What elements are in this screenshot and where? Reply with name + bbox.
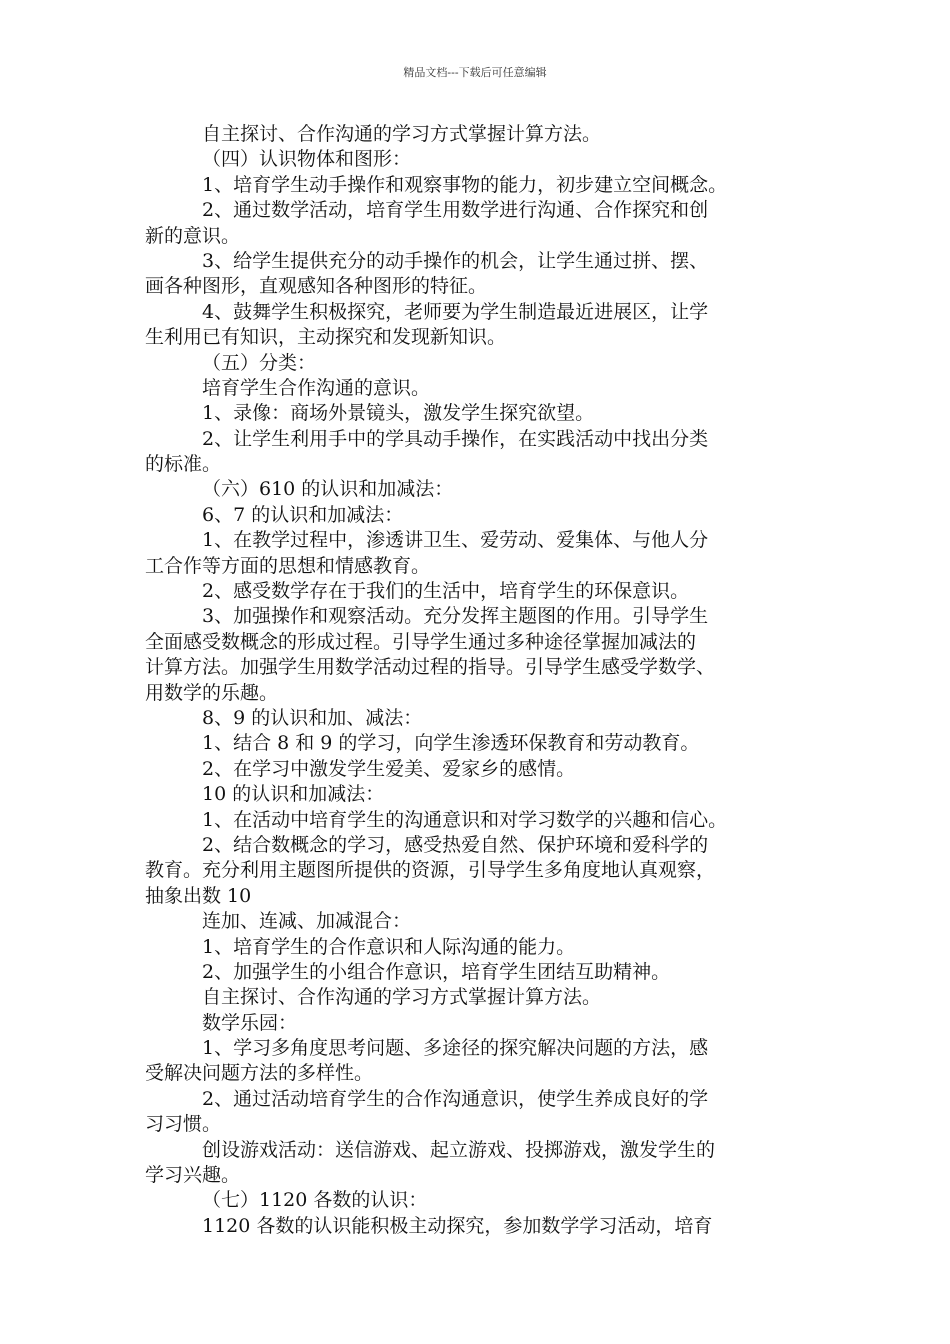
text-line: 3、加强操作和观察活动。充分发挥主题图的作用。引导学生	[202, 605, 709, 628]
section-heading: （五）分类：	[202, 351, 317, 374]
text-line: 1、在活动中培育学生的沟通意识和对学习数学的兴趣和信心。	[202, 808, 728, 831]
document-body	[145, 122, 810, 1239]
text-line: 2、结合数概念的学习，感受热爱自然、保护环境和爱科学的	[202, 833, 709, 856]
text-line: 2、在学习中激发学生爱美、爱家乡的感情。	[202, 757, 576, 780]
text-line: 受解决问题方法的多样性。	[145, 1062, 374, 1085]
text-line: 自主探讨、合作沟通的学习方式掌握计算方法。	[202, 986, 602, 1009]
subsection-heading: 10 的认识和加减法：	[202, 783, 385, 806]
text-line: 2、加强学生的小组合作意识，培育学生团结互助精神。	[202, 960, 671, 983]
text-line: 2、通过数学活动，培育学生用数学进行沟通、合作探究和创	[202, 199, 709, 222]
text-line: 抽象出数 10	[145, 884, 252, 907]
text-line: 2、感受数学存在于我们的生活中，培育学生的环保意识。	[202, 580, 690, 603]
text-line: 1、录像：商场外景镜头，激发学生探究欲望。	[202, 402, 595, 425]
text-line: 1、培育学生动手操作和观察事物的能力，初步建立空间概念。	[202, 173, 728, 196]
text-line: 工合作等方面的思想和情感教育。	[145, 554, 431, 577]
text-line: 学习兴趣。	[145, 1164, 241, 1187]
text-line: 创设游戏活动：送信游戏、起立游戏、投掷游戏，激发学生的	[202, 1138, 716, 1161]
text-line: 2、通过活动培育学生的合作沟通意识，使学生养成良好的学	[202, 1087, 709, 1110]
text-line: 1、培育学生的合作意识和人际沟通的能力。	[202, 935, 576, 958]
text-line: 3、给学生提供充分的动手操作的机会，让学生通过拼、摆、	[202, 249, 709, 272]
page-header-watermark: 精品文档---下载后可任意编辑	[403, 66, 547, 79]
text-line: 计算方法。加强学生用数学活动过程的指导。引导学生感受学数学、	[145, 656, 716, 679]
text-line: 自主探讨、合作沟通的学习方式掌握计算方法。	[202, 123, 602, 145]
text-line: 全面感受数概念的形成过程。引导学生通过多种途径掌握加减法的	[145, 630, 697, 653]
text-line: 教育。充分利用主题图所提供的资源，引导学生多角度地认真观察，	[145, 859, 716, 882]
text-line: 新的意识。	[145, 224, 241, 247]
text-line: 培育学生合作沟通的意识。	[202, 376, 431, 399]
text-line: 1、学习多角度思考问题、多途径的探究解决问题的方法，感	[202, 1037, 709, 1060]
section-heading: （六）610 的认识和加减法：	[202, 478, 454, 501]
subsection-heading: 连加、连减、加减混合：	[202, 910, 412, 933]
section-heading: （七）1120 各数的认识：	[202, 1189, 428, 1212]
text-line: 习习惯。	[145, 1113, 222, 1136]
text-line: 1、结合 8 和 9 的学习，向学生渗透环保教育和劳动教育。	[202, 732, 700, 755]
text-line: 1120 各数的认识能积极主动探究，参加数学学习活动，培育	[202, 1214, 713, 1237]
text-line: 1、在教学过程中，渗透讲卫生、爱劳动、爱集体、与他人分	[202, 529, 709, 552]
text-line: 生利用已有知识，主动探究和发现新知识。	[145, 326, 507, 349]
subsection-heading: 数学乐园：	[202, 1011, 298, 1034]
subsection-heading: 6、7 的认识和加减法：	[202, 503, 404, 526]
text-line: 画各种图形，直观感知各种图形的特征。	[145, 275, 488, 298]
subsection-heading: 8、9 的认识和加、减法：	[202, 706, 423, 729]
text-line: 2、让学生利用手中的学具动手操作，在实践活动中找出分类	[202, 427, 709, 450]
section-heading: （四）认识物体和图形：	[202, 148, 412, 171]
text-line: 4、鼓舞学生积极探究，老师要为学生制造最近进展区，让学	[202, 300, 709, 323]
text-line: 的标准。	[145, 453, 222, 476]
text-line: 用数学的乐趣。	[145, 681, 279, 704]
